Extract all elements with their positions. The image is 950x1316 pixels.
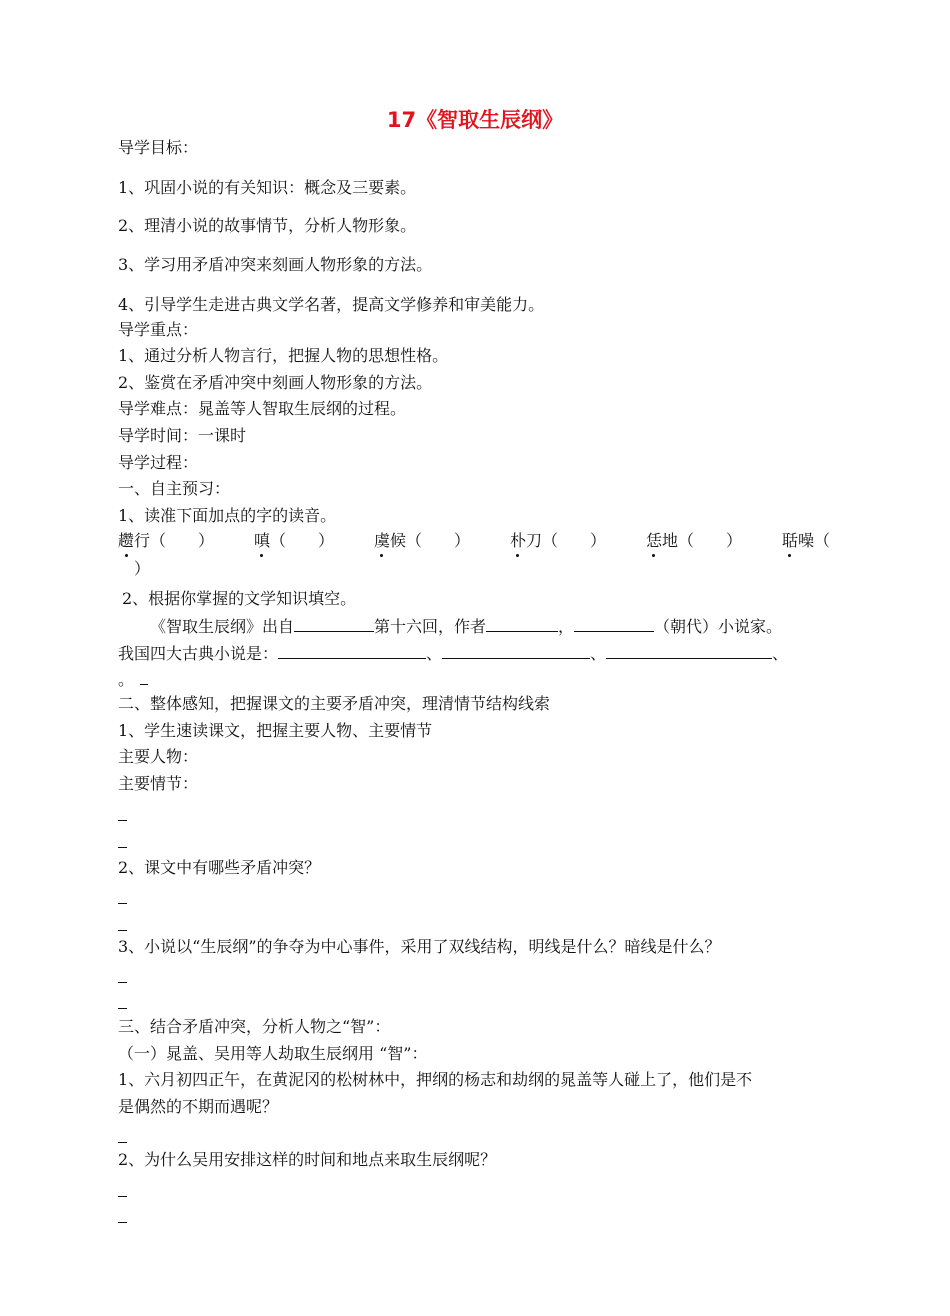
fill-line-1: 《智取生辰纲》出自 第十六回，作者 ， （朝代）小说家。 bbox=[150, 614, 782, 638]
question-1-1: 1、读准下面加点的字的读音。 bbox=[118, 506, 337, 525]
question-3-1: 1、六月初四正午，在黄泥冈的松树林中，押纲的杨志和劫纲的晁盖等人碰上了，他们是不 bbox=[118, 1070, 753, 1089]
dotted-char: 虞 bbox=[373, 531, 390, 550]
answer-line[interactable] bbox=[118, 982, 127, 983]
key-point: 1、通过分析人物言行，把握人物的思想性格。 bbox=[118, 346, 449, 365]
pron-item: 聒噪（ bbox=[781, 531, 830, 550]
goal-item: 3、学习用矛盾冲突来刻画人物形象的方法。 bbox=[118, 255, 433, 274]
pron-item: 虞候（ ） bbox=[373, 531, 470, 550]
goals-heading: 导学目标： bbox=[118, 138, 199, 157]
answer-line[interactable] bbox=[118, 1196, 127, 1197]
question-2-1: 1、学生速读课文，把握主要人物、主要情节 bbox=[118, 721, 433, 740]
pron-item: 恁地（ ） bbox=[645, 531, 742, 550]
section-1-heading: 一、自主预习： bbox=[118, 479, 231, 498]
answer-line[interactable] bbox=[118, 903, 127, 904]
answer-line[interactable] bbox=[118, 1142, 127, 1143]
blank-novel-2[interactable] bbox=[442, 641, 590, 659]
blank-novel-3[interactable] bbox=[606, 641, 772, 659]
blank-novel-4[interactable] bbox=[140, 667, 148, 685]
goal-item: 1、巩固小说的有关知识：概念及三要素。 bbox=[118, 178, 417, 197]
key-heading: 导学重点： bbox=[118, 320, 199, 339]
dotted-char: 趱 bbox=[118, 531, 135, 550]
pronunciation-row bbox=[118, 530, 830, 552]
answer-line[interactable] bbox=[118, 847, 127, 848]
dotted-char: 恁 bbox=[645, 531, 662, 550]
blank-dynasty[interactable] bbox=[574, 614, 654, 632]
dotted-char: 聒 bbox=[781, 531, 798, 550]
section-2-heading: 二、整体感知，把握课文的主要矛盾冲突，理清情节结构线索 bbox=[118, 694, 551, 713]
blank-source[interactable] bbox=[294, 614, 374, 632]
blank-novel-1[interactable] bbox=[278, 641, 426, 659]
goal-item: 4、引导学生走进古典文学名著，提高文学修养和审美能力。 bbox=[118, 295, 545, 314]
question-2-3: 3、小说以“生辰纲”的争夺为中心事件，采用了双线结构，明线是什么？暗线是什么？ bbox=[118, 937, 721, 956]
answer-line[interactable] bbox=[118, 930, 127, 931]
question-2-2: 2、课文中有哪些矛盾冲突？ bbox=[118, 858, 321, 877]
key-point: 2、鉴赏在矛盾冲突中刻画人物形象的方法。 bbox=[118, 373, 433, 392]
fill-line-2: 我国四大古典小说是： 、 、 、 bbox=[118, 641, 788, 665]
main-characters-label: 主要人物： bbox=[118, 747, 199, 766]
dotted-char: 嗔 bbox=[253, 531, 270, 550]
dotted-char: 朴 bbox=[509, 531, 526, 550]
goal-item: 2、理清小说的故事情节，分析人物形象。 bbox=[118, 216, 417, 235]
question-1-2: 2、根据你掌握的文学知识填空。 bbox=[122, 589, 357, 608]
answer-line[interactable] bbox=[118, 1008, 127, 1009]
page-title: 17《智取生辰纲》 bbox=[386, 108, 564, 132]
difficulty-line: 导学难点：晁盖等人智取生辰纲的过程。 bbox=[118, 399, 407, 418]
pronunciation-tail: ） bbox=[134, 559, 151, 578]
time-line: 导学时间：一课时 bbox=[118, 426, 247, 445]
section-3-heading: 三、结合矛盾冲突，分析人物之“智”： bbox=[118, 1017, 391, 1036]
process-heading: 导学过程： bbox=[118, 453, 199, 472]
main-plot-label: 主要情节： bbox=[118, 774, 199, 793]
question-3-1-cont: 是偶然的不期而遇呢？ bbox=[118, 1097, 279, 1116]
answer-line[interactable] bbox=[118, 1222, 127, 1223]
pron-item: 趱行（ ） bbox=[118, 531, 215, 550]
pron-item: 嗔（ ） bbox=[253, 531, 335, 550]
answer-line[interactable] bbox=[118, 820, 127, 821]
pron-item: 朴刀（ ） bbox=[509, 531, 606, 550]
subsection-3-1: （一）晁盖、吴用等人劫取生辰纲用 “智”： bbox=[118, 1044, 428, 1063]
question-3-2: 2、为什么吴用安排这样的时间和地点来取生辰纲呢？ bbox=[118, 1150, 497, 1169]
blank-author[interactable] bbox=[486, 614, 558, 632]
fill-line-3: 。 bbox=[118, 667, 148, 691]
